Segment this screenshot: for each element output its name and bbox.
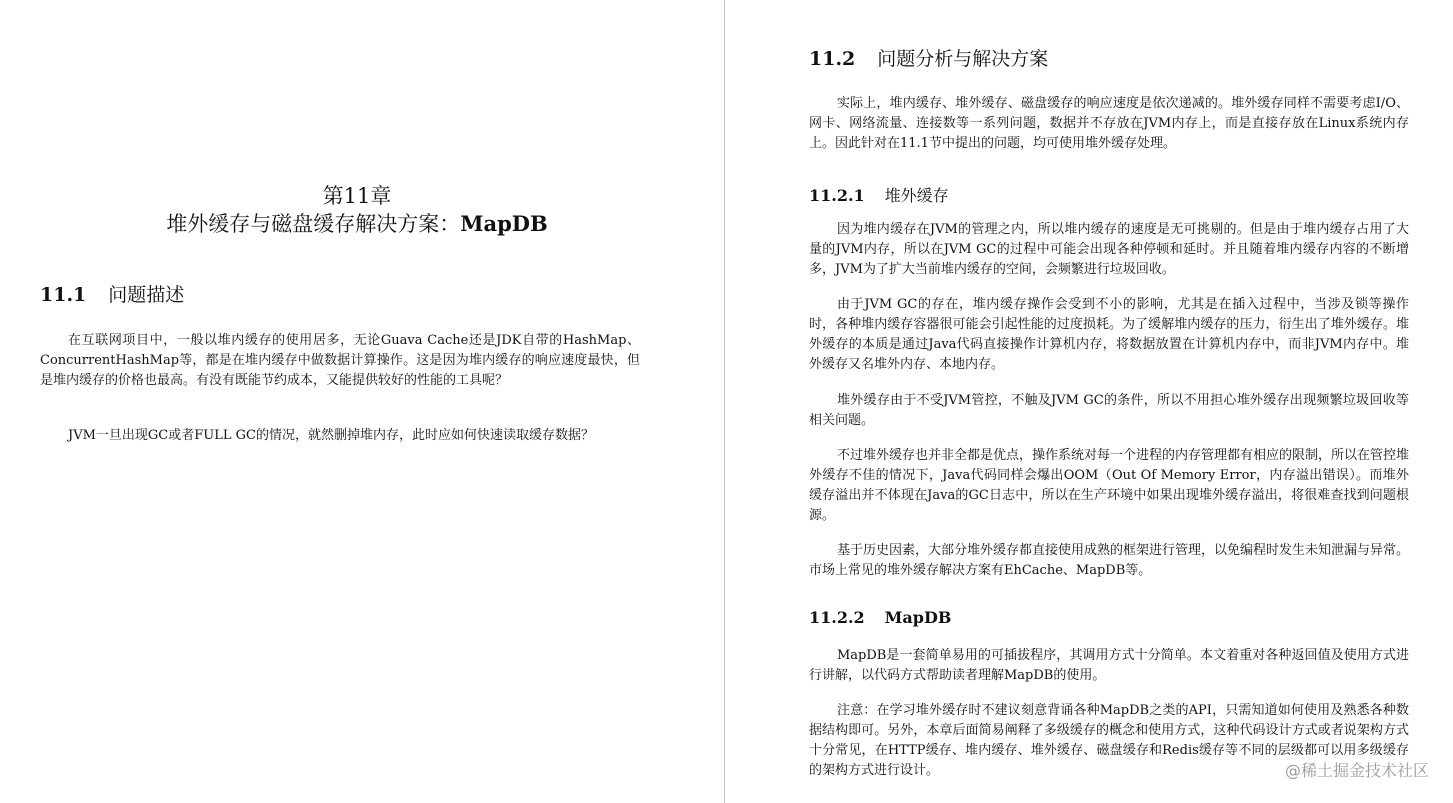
section-title: 问题描述 <box>108 284 185 306</box>
chapter-number: 第11章 <box>322 184 392 208</box>
paragraph: 在互联网项目中，一般以堆内缓存的使用居多，无论Guava Cache还是JDK自带的HashMap、ConcurrentHashMap等，都是在堆内缓存中做数据计算操作。这是因为堆内缓存的响应速度最快，但是堆内缓存的价格也最高。有没有既能节约成本，又能提供较好的性能的工具呢？ <box>40 333 640 388</box>
section-number: 11.1 <box>40 284 87 306</box>
paragraph: 由于JVM GC的存在，堆内缓存操作会受到不小的影响，尤其是在插入过程中，当涉及锁等操作时，各种堆内缓存容器很可能会引起性能的过度损耗。为了缓解堆内缓存的压力，衍生出了堆外缓存。堆外缓存的本质是通过Java代码直接操作计算机内存，将数据放置在计算机内存中，而非JVM内存中。堆外缓存又名堆外内存、本地内存。 <box>809 297 1409 372</box>
subsection-heading-11-2-1 <box>809 183 949 206</box>
paragraph: MapDB是一套简单易用的可插拔程序，其调用方式十分简单。本文着重对各种返回值及使用方式进行讲解，以代码方式帮助读者理解MapDB的使用。 <box>809 648 1409 683</box>
chapter-name-prefix: 堆外缓存与磁盘缓存解决方案： <box>166 212 461 236</box>
paragraph: 因为堆内缓存在JVM的管理之内，所以堆内缓存的速度是无可挑剔的。但是由于堆内缓存占用了大量的JVM内存，所以在JVM GC的过程中可能会出现各种停顿和延时。并且随着堆内缓存内容的不断增多，JVM为了扩大当前堆内缓存的空间，会频繁进行垃圾回收。 <box>809 222 1409 277</box>
section-number: 11.2 <box>809 48 856 70</box>
paragraph: 基于历史因素，大部分堆外缓存都直接使用成熟的框架进行管理，以免编程时发生未知泄漏与异常。市场上常见的堆外缓存解决方案有EhCache、MapDB等。 <box>809 543 1410 578</box>
watermark: @稀土掘金技术社区 <box>1284 761 1429 780</box>
chapter-name-suffix: MapDB <box>460 211 548 236</box>
subsection-number: 11.2.1 <box>809 186 865 205</box>
chapter-title <box>0 183 714 238</box>
paragraph: 注意：在学习堆外缓存时不建议刻意背诵各种MapDB之类的API，只需知道如何使用及熟悉各种数据结构即可。另外，本章后面简易阐释了多级缓存的概念和使用方式，这种代码设计方式或者说架构方式十分常见，在HTTP缓存、堆内缓存、堆外缓存、磁盘缓存和Redis缓存等不同的层级都可以用多级缓存的架构方式进行设计。 <box>809 703 1409 778</box>
section-title: 问题分析与解决方案 <box>877 48 1049 70</box>
left-page <box>0 0 724 803</box>
paragraph: 堆外缓存由于不受JVM管控，不触及JVM GC的条件，所以不用担心堆外缓存出现频繁垃圾回收等相关问题。 <box>809 393 1409 428</box>
section-heading-11-1 <box>40 280 184 307</box>
chapter-name <box>0 210 714 238</box>
paragraph: 实际上，堆内缓存、堆外缓存、磁盘缓存的响应速度是依次递减的。堆外缓存同样不需要考虑I/O、网卡、网络流量、连接数等一系列问题，数据并不存放在JVM内存上，而是直接存放在Linux系统内存上。因此针对在11.1节中提出的问题，均可使用堆外缓存处理。 <box>809 96 1409 151</box>
subsection-title: 堆外缓存 <box>884 186 949 205</box>
paragraph: 不过堆外缓存也并非全都是优点，操作系统对每一个进程的内存管理都有相应的限制，所以在管控堆外缓存不佳的情况下，Java代码同样会爆出OOM（Out Of Memory Error，内存溢出错误）。而堆外缓存溢出并不体现在Java的GC日志中，所以在生产环境中如果出现堆外缓存溢出，将很难查找到问题根源。 <box>809 448 1410 523</box>
subsection-heading-11-2-2 <box>809 608 951 627</box>
subsection-title: MapDB <box>884 608 952 627</box>
section-heading-11-2 <box>809 44 1048 71</box>
paragraph: JVM一旦出现GC或者FULL GC的情况，就然删掉堆内存，此时应如何快速读取缓存数据？ <box>68 428 594 443</box>
subsection-number: 11.2.2 <box>809 608 865 627</box>
page-divider <box>724 0 725 803</box>
